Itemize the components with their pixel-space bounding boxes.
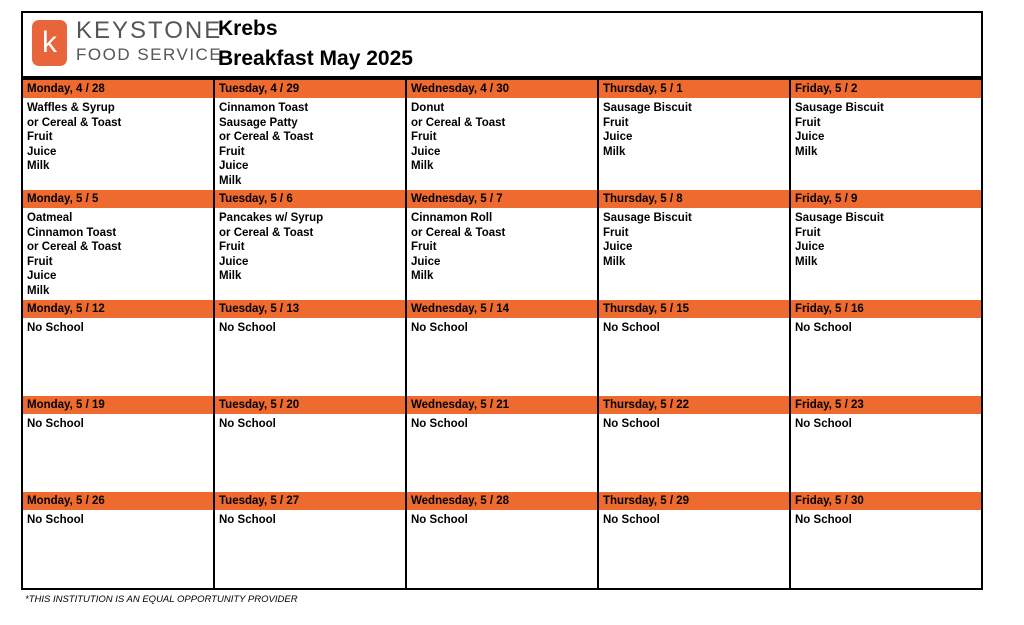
menu-items [407,511,597,528]
menu-item: Milk [27,160,50,173]
menu-item: Milk [603,145,626,158]
menu-item: Milk [603,255,626,268]
school-name: Krebs [218,17,278,40]
menu-item: Cinnamon Roll [411,212,493,224]
week-row [23,80,981,190]
day-cell [791,80,981,190]
menu-items [215,209,405,284]
menu-item: Juice [219,255,249,268]
menu-item: Sausage Biscuit [795,102,884,114]
menu-items [215,511,405,528]
day-date-header: Wednesday, 5 / 7 [407,190,597,209]
menu-item: Fruit [411,131,437,144]
day-cell [599,190,791,300]
day-date-header: Friday, 5 / 9 [791,190,981,209]
day-cell [599,396,791,492]
menu-item: No School [795,322,852,334]
menu-item: Fruit [411,241,437,254]
menu-items [215,415,405,432]
menu-item: Milk [219,270,242,283]
menu-items [407,99,597,174]
menu-item: or Cereal & Toast [27,241,122,254]
menu-item: Juice [603,131,633,144]
menu-items [23,319,213,336]
day-date-header: Monday, 5 / 5 [23,190,213,209]
day-cell [407,300,599,396]
day-cell [23,80,215,190]
menu-item: Fruit [219,241,245,254]
day-date-header: Wednesday, 5 / 28 [407,492,597,511]
menu-item: Juice [27,270,57,283]
menu-item: or Cereal & Toast [411,226,506,239]
menu-item: No School [603,322,660,334]
menu-item: Cinnamon Toast [219,102,309,114]
day-cell [599,492,791,590]
day-cell [407,80,599,190]
day-date-header: Wednesday, 5 / 21 [407,396,597,415]
menu-item: or Cereal & Toast [411,116,506,129]
day-date-header: Tuesday, 4 / 29 [215,80,405,99]
day-date-header: Tuesday, 5 / 20 [215,396,405,415]
menu-items [791,511,981,528]
menu-items [23,99,213,174]
day-cell [215,396,407,492]
menu-item: No School [795,418,852,430]
day-cell [791,492,981,590]
menu-item: Juice [411,145,441,158]
menu-item: No School [219,514,276,526]
logo-k-letter: k [42,26,57,59]
menu-items [791,209,981,269]
day-cell [791,190,981,300]
menu-item: No School [27,514,84,526]
menu-item: Milk [27,284,50,297]
day-date-header: Thursday, 5 / 8 [599,190,789,209]
menu-item: Juice [27,145,57,158]
day-date-header: Thursday, 5 / 29 [599,492,789,511]
menu-items [23,511,213,528]
menu-item: Sausage Biscuit [603,102,692,114]
menu-item: Juice [603,241,633,254]
menu-items [599,209,789,269]
day-cell [407,190,599,300]
day-date-header: Thursday, 5 / 22 [599,396,789,415]
day-date-header: Monday, 5 / 26 [23,492,213,511]
menu-items [599,511,789,528]
menu-item: Cinnamon Toast [27,226,117,239]
menu-item: Milk [411,270,434,283]
menu-item: No School [27,322,84,334]
menu-title: Breakfast May 2025 [218,47,413,70]
day-date-header: Monday, 4 / 28 [23,80,213,99]
menu-sheet [21,11,983,590]
menu-item: Sausage Patty [219,116,298,129]
menu-item: Fruit [603,226,629,239]
menu-item: Fruit [795,116,821,129]
menu-item: Pancakes w/ Syrup [219,212,324,224]
day-date-header: Friday, 5 / 30 [791,492,981,511]
menu-item: No School [411,418,468,430]
menu-items [23,415,213,432]
day-cell [407,396,599,492]
menu-item: or Cereal & Toast [27,116,122,129]
day-cell [215,190,407,300]
menu-item: Juice [219,160,249,173]
day-cell [215,492,407,590]
title-block [218,15,413,75]
day-cell [215,300,407,396]
menu-item: Fruit [27,255,53,268]
keystone-logo-text [76,18,222,66]
day-cell [215,80,407,190]
menu-items [791,319,981,336]
menu-item: Fruit [603,116,629,129]
menu-item: No School [411,322,468,334]
day-cell [407,492,599,590]
keystone-logo-mark [32,20,67,66]
day-cell [23,300,215,396]
day-cell [23,396,215,492]
day-cell [599,80,791,190]
menu-item: Juice [795,131,825,144]
logo-line2: FOOD SERVICE [76,45,223,64]
menu-item: Fruit [27,131,53,144]
menu-item: Milk [411,160,434,173]
menu-item: Donut [411,102,445,114]
day-cell [23,492,215,590]
day-date-header: Tuesday, 5 / 6 [215,190,405,209]
day-date-header: Friday, 5 / 2 [791,80,981,99]
day-cell [23,190,215,300]
menu-items [599,319,789,336]
week-row [23,190,981,300]
menu-calendar-grid [23,80,981,590]
day-date-header: Thursday, 5 / 1 [599,80,789,99]
menu-item: No School [603,418,660,430]
menu-item: Oatmeal [27,212,73,224]
week-row [23,300,981,396]
menu-items [791,99,981,159]
menu-item: or Cereal & Toast [219,226,314,239]
menu-items [407,209,597,284]
day-date-header: Monday, 5 / 12 [23,300,213,319]
menu-items [215,319,405,336]
menu-item: No School [219,322,276,334]
menu-item: Fruit [795,226,821,239]
menu-item: Milk [795,255,818,268]
menu-item: No School [27,418,84,430]
day-date-header: Wednesday, 5 / 14 [407,300,597,319]
menu-items [407,415,597,432]
day-date-header: Friday, 5 / 16 [791,300,981,319]
menu-item: Fruit [219,145,245,158]
menu-item: Sausage Biscuit [603,212,692,224]
menu-item: Waffles & Syrup [27,102,115,114]
logo-line1: KEYSTONE [76,17,223,44]
day-cell [791,396,981,492]
day-date-header: Thursday, 5 / 15 [599,300,789,319]
menu-item: Juice [411,255,441,268]
day-cell [599,300,791,396]
day-date-header: Friday, 5 / 23 [791,396,981,415]
day-date-header: Tuesday, 5 / 27 [215,492,405,511]
day-date-header: Wednesday, 4 / 30 [407,80,597,99]
menu-item: No School [219,418,276,430]
footer-note: *THIS INSTITUTION IS AN EQUAL OPPORTUNITY PROVIDER [25,594,298,605]
menu-item: Milk [219,174,242,187]
menu-items [23,209,213,299]
menu-items [407,319,597,336]
menu-item: Milk [795,145,818,158]
menu-items [215,99,405,189]
menu-header [23,13,981,77]
menu-item: No School [603,514,660,526]
day-date-header: Tuesday, 5 / 13 [215,300,405,319]
menu-item: No School [411,514,468,526]
menu-items [791,415,981,432]
menu-item: Sausage Biscuit [795,212,884,224]
day-cell [791,300,981,396]
menu-item: Juice [795,241,825,254]
menu-item: or Cereal & Toast [219,131,314,144]
week-row [23,492,981,590]
menu-item: No School [795,514,852,526]
day-date-header: Monday, 5 / 19 [23,396,213,415]
menu-items [599,415,789,432]
week-row [23,396,981,492]
menu-items [599,99,789,159]
